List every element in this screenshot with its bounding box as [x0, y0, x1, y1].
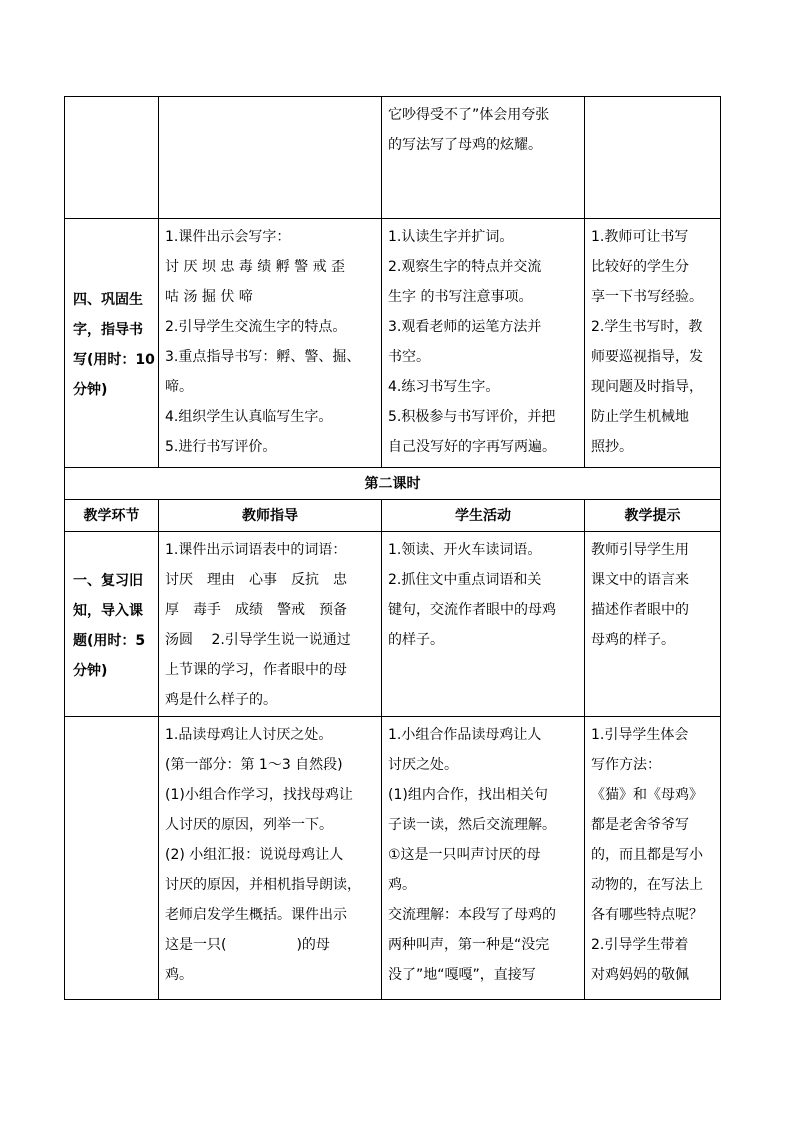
- cell-line: 一、复习旧: [73, 572, 143, 589]
- section-title-row: [65, 468, 721, 500]
- cell-line: 汤圆 2.引导学生说一说通过: [165, 632, 351, 648]
- cell-line: 题(用时：5: [73, 632, 146, 649]
- cell-line: 照抄。: [591, 439, 633, 455]
- cell-line: 讨厌之处。: [388, 757, 458, 773]
- cell-line: 没了”地“嘎嘎”，直接写: [388, 967, 536, 983]
- cell-line: 2.学生书写时，教: [591, 319, 703, 335]
- cell-line: 1.品读母鸡让人讨厌之处。: [165, 727, 333, 743]
- cell-line: 写作方法：: [591, 757, 661, 773]
- cell-line: 师要巡视指导，发: [591, 349, 703, 365]
- cell-line: 子读一读，然后交流理解。: [388, 817, 556, 833]
- section-title: 第二课时: [65, 468, 721, 500]
- cell-line: 鸡是什么样子的。: [165, 692, 277, 708]
- cell-line: 4.练习书写生字。: [388, 379, 500, 395]
- cell-line: 各有哪些特点呢？: [591, 907, 703, 923]
- header-tip: 教学提示: [585, 500, 721, 532]
- cell-line: 1.认读生字并扩词。: [388, 229, 514, 245]
- cell-line: 的写法写了母鸡的炫耀。: [388, 137, 542, 153]
- cell-line: 《猫》和《母鸡》: [591, 787, 703, 803]
- cell-line: 1.引导学生体会: [591, 727, 689, 743]
- cell-line: 鸡。: [388, 877, 416, 893]
- teacher-cell: [159, 97, 382, 219]
- cell-line: 享一下书写经验。: [591, 289, 703, 305]
- cell-line: 知，导入课: [73, 602, 143, 619]
- cell-line: ①这是一只叫声讨厌的母: [388, 847, 541, 863]
- cell-line: 厚 毒手 成绩 警戒 预备: [165, 602, 347, 618]
- cell-line: 2.抓住文中重点词语和关: [388, 572, 542, 588]
- cell-line: 讨 厌 坝 忠 毒 绩 孵 警 戒 歪: [165, 259, 346, 275]
- student-cell: [382, 717, 585, 1000]
- cell-line: 动物的，在写法上: [591, 877, 703, 893]
- cell-line: 2.观察生字的特点并交流: [388, 259, 542, 275]
- cell-line: 1.课件出示词语表中的词语：: [165, 542, 347, 558]
- teacher-cell: [159, 717, 382, 1000]
- cell-line: 的样子。: [388, 632, 444, 648]
- tip-cell: [585, 97, 721, 219]
- cell-line: 自己没写好的字再写两遍。: [388, 439, 556, 455]
- cell-line: 老师启发学生概括。课件出示: [165, 907, 347, 923]
- header-student: 学生活动: [382, 500, 585, 532]
- cell-line: 键句，交流作者眼中的母鸡: [388, 602, 556, 618]
- student-cell: [382, 97, 585, 219]
- cell-line: 现问题及时指导，: [591, 379, 703, 395]
- cell-line: 生字 的书写注意事项。: [388, 289, 533, 305]
- cell-line: 啼。: [165, 379, 193, 395]
- cell-line: 人讨厌的原因，列举一下。: [165, 817, 333, 833]
- cell-line: 这是一只( )的母: [165, 937, 330, 953]
- table-row: [65, 532, 721, 717]
- cell-line: 四、巩固生: [73, 291, 143, 308]
- student-cell: [382, 532, 585, 717]
- cell-line: 防止学生机械地: [591, 409, 689, 425]
- header-teacher: 教师指导: [159, 500, 382, 532]
- cell-line: (2) 小组汇报：说说母鸡让人: [165, 847, 344, 863]
- cell-line: 交流理解：本段写了母鸡的: [388, 907, 556, 923]
- tip-cell: [585, 717, 721, 1000]
- stage-cell: [65, 532, 159, 717]
- table-row: [65, 219, 721, 468]
- cell-line: 上节课的学习，作者眼中的母: [165, 662, 347, 678]
- stage-cell: [65, 717, 159, 1000]
- cell-line: 课文中的语言来: [591, 572, 689, 588]
- header-row: [65, 500, 721, 532]
- cell-line: 描述作者眼中的: [591, 602, 689, 618]
- cell-line: 书空。: [388, 349, 430, 365]
- cell-line: 对鸡妈妈的敬佩: [591, 967, 689, 983]
- cell-line: 字，指导书: [73, 321, 143, 338]
- cell-line: (第一部分：第 1～3 自然段): [165, 757, 343, 773]
- cell-line: 讨厌 理由 心事 反抗 忠: [165, 572, 347, 588]
- tip-cell: [585, 219, 721, 468]
- cell-line: 1.教师可让书写: [591, 229, 689, 245]
- table-row: [65, 97, 721, 219]
- cell-line: 鸡。: [165, 967, 193, 983]
- cell-line: 比较好的学生分: [591, 259, 689, 275]
- cell-line: 5.积极参与书写评价，并把: [388, 409, 556, 425]
- cell-line: 两种叫声，第一种是“没完: [388, 937, 550, 953]
- cell-line: 4.组织学生认真临写生字。: [165, 409, 333, 425]
- cell-line: 写(用时：10: [73, 351, 155, 368]
- cell-line: 分钟): [73, 662, 108, 679]
- cell-line: 3.重点指导书写：孵、警、掘、: [165, 349, 361, 365]
- lesson-plan-table: [64, 96, 721, 1000]
- header-stage: 教学环节: [65, 500, 159, 532]
- cell-line: 咕 汤 掘 伏 啼: [165, 289, 253, 305]
- tip-cell: [585, 532, 721, 717]
- cell-line: 5.进行书写评价。: [165, 439, 277, 455]
- cell-line: 2.引导学生带着: [591, 937, 689, 953]
- cell-line: 2.引导学生交流生字的特点。: [165, 319, 347, 335]
- student-cell: [382, 219, 585, 468]
- cell-line: 的，而且都是写小: [591, 847, 703, 863]
- teacher-cell: [159, 219, 382, 468]
- cell-line: 1.课件出示会写字：: [165, 229, 291, 245]
- teacher-cell: [159, 532, 382, 717]
- cell-line: 它吵得受不了”体会用夸张: [388, 107, 550, 123]
- cell-line: 1.领读、开火车读词语。: [388, 542, 542, 558]
- table-row: [65, 717, 721, 1000]
- cell-line: 讨厌的原因，并相机指导朗读，: [165, 877, 361, 893]
- cell-line: (1)组内合作，找出相关句: [388, 787, 548, 803]
- cell-line: 教师引导学生用: [591, 542, 689, 558]
- stage-cell: [65, 97, 159, 219]
- cell-line: 都是老舍爷爷写: [591, 817, 689, 833]
- cell-line: (1)小组合作学习，找找母鸡让: [165, 787, 353, 803]
- cell-line: 分钟): [73, 381, 108, 398]
- cell-line: 母鸡的样子。: [591, 632, 675, 648]
- cell-line: 3.观看老师的运笔方法并: [388, 319, 542, 335]
- cell-line: 1.小组合作品读母鸡让人: [388, 727, 542, 743]
- stage-cell: [65, 219, 159, 468]
